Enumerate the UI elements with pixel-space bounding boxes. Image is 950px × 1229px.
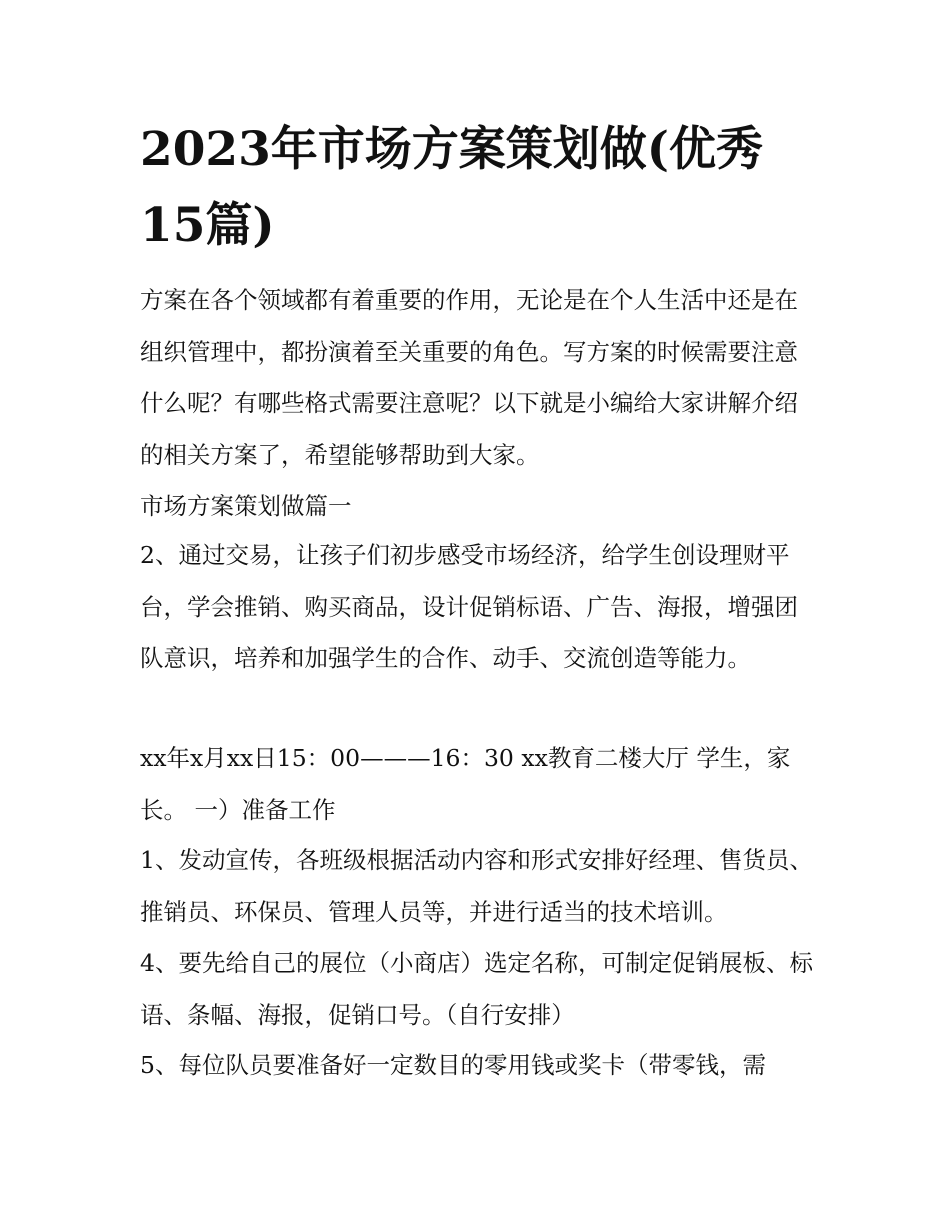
list-item-4: 4、要先给自己的展位（小商店）选定名称，可制定促销展板、标语、条幅、海报，促销口号。（自行安排） [140,949,813,1029]
list-item-2: 2、通过交易，让孩子们初步感受市场经济，给学生创设理财平台，学会推销、购买商品，设计促销标语、广告、海报，增强团队意识，培养和加强学生的合作、动手、交流创造等能力。 [140,541,798,672]
intro-paragraph: 方案在各个领域都有着重要的作用，无论是在个人生活中还是在组织管理中，都扮演着至关重要的角色。写方案的时候需要注意什么呢？有哪些格式需要注意呢？以下就是小编给大家讲解介绍的相关方案了，希望能够帮助到大家。 [140,286,798,469]
list-item-5: 5、每位队员要准备好一定数目的零用钱或奖卡（带零钱，需 [140,1051,766,1079]
time-place-paragraph: xx年x月xx日15：00———16：30 xx教育二楼大厅 学生，家长。 一）准备工作 [140,744,791,824]
section-heading: 市场方案策划做篇一 [140,492,352,520]
list-item-1: 1、发动宣传，各班级根据活动内容和形式安排好经理、售货员、推销员、环保员、管理人员等，并进行适当的技术培训。 [140,846,813,926]
document-title: 2023年市场方案策划做(优秀15篇) [140,122,764,253]
